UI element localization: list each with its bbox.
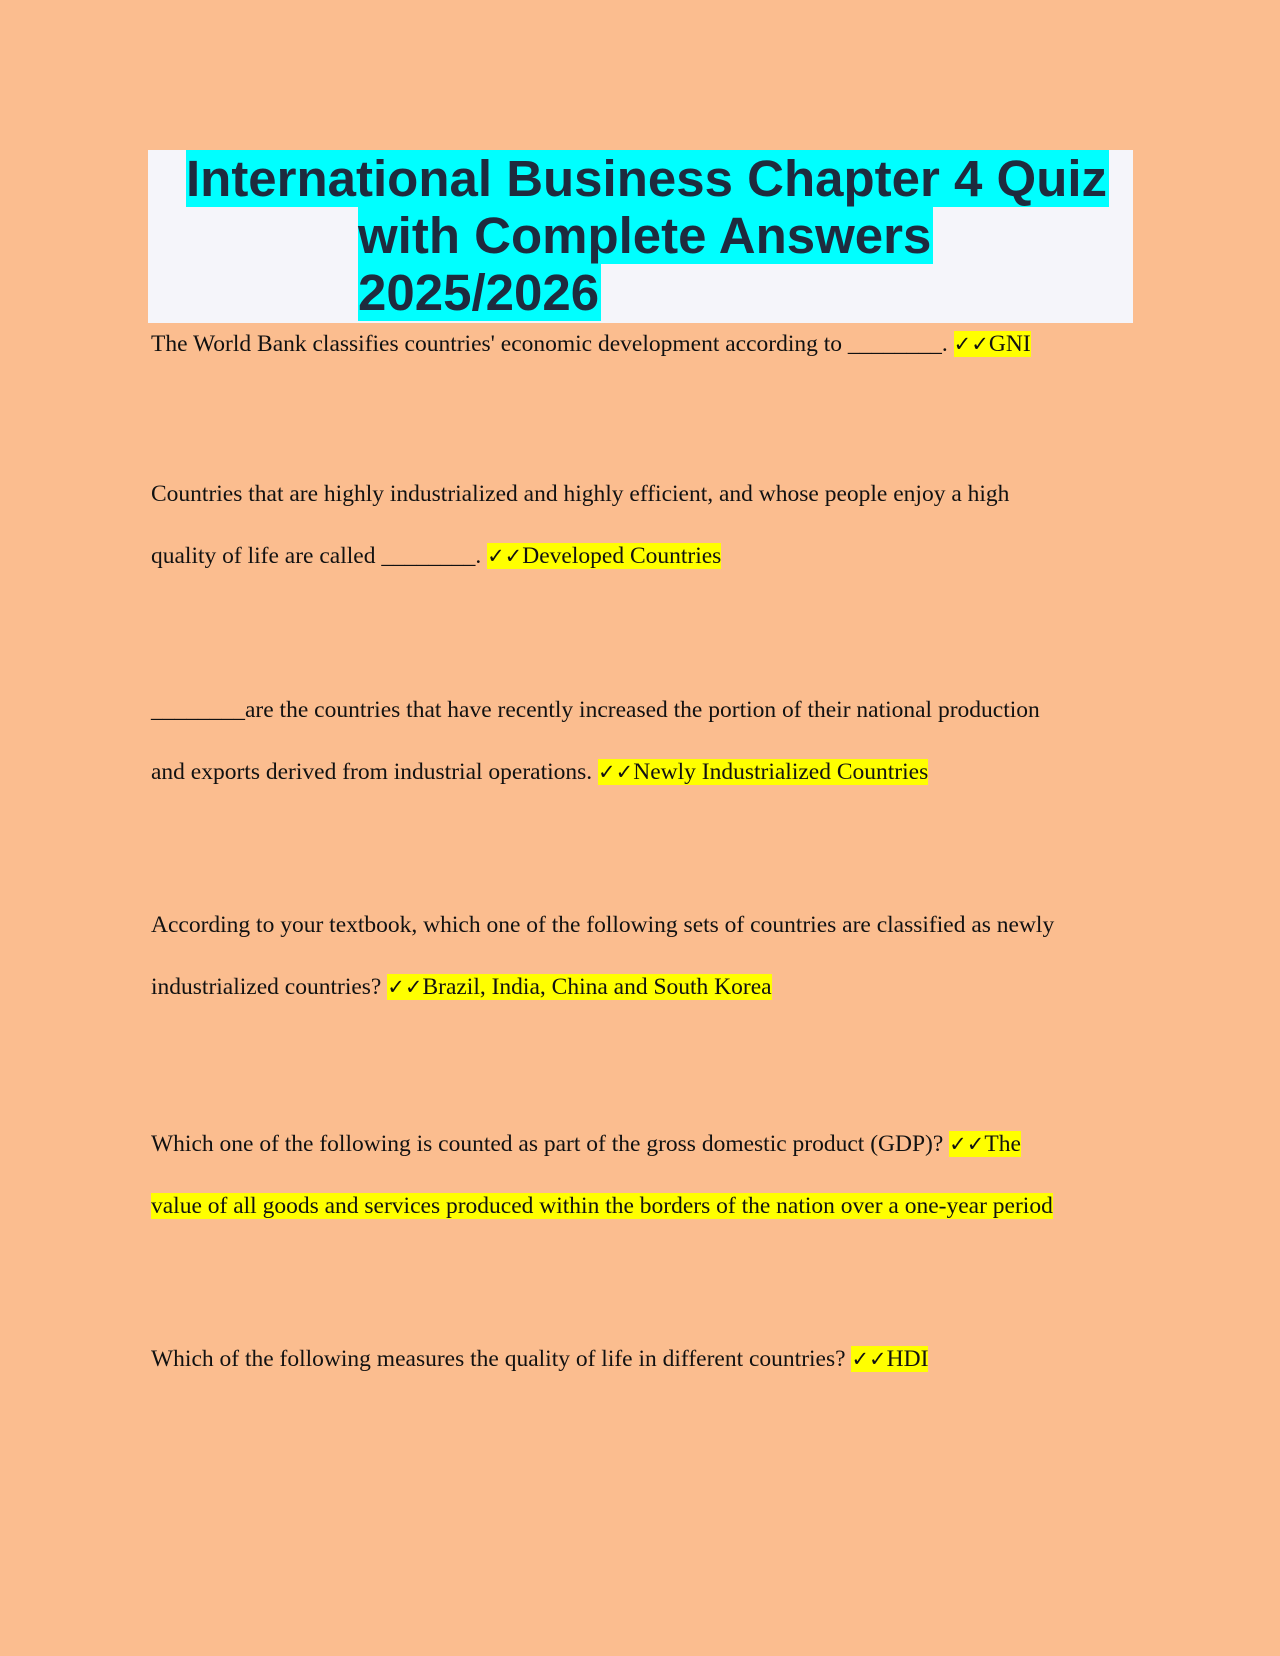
document-title: [186, 150, 1126, 321]
question-3: [151, 679, 1121, 803]
answer-text: The: [984, 1131, 1021, 1157]
question-2: [151, 463, 1121, 587]
answer-text: HDI: [886, 1346, 929, 1372]
check-icon: ✓✓: [598, 760, 634, 784]
question-text: Which one of the following is counted as part of the gross domestic product (GDP)?: [151, 1131, 950, 1157]
check-icon: ✓✓: [953, 332, 989, 356]
answer-highlight: [954, 331, 1031, 357]
question-text: According to your textbook, which one of the following sets of countries are classified as newly: [151, 912, 1055, 938]
question-text: Countries that are highly industrialized and highly efficient, and whose people enjoy a high: [151, 481, 1010, 507]
answer-text: value of all goods and services produced within the borders of the nation over a one-year period: [151, 1193, 1053, 1219]
question-text: and exports derived from industrial operations.: [151, 759, 599, 785]
question-text: ________are the countries that have recently increased the portion of their national production: [151, 697, 1040, 723]
answer-highlight: [851, 1346, 928, 1372]
question-6: [151, 1328, 1121, 1390]
check-icon: ✓✓: [949, 1132, 985, 1156]
question-text: The World Bank classifies countries' economic development according to ________.: [151, 331, 954, 357]
answer-highlight: [387, 974, 771, 1000]
answer-highlight: [598, 759, 928, 785]
check-icon: ✓✓: [387, 975, 423, 999]
answer-highlight: [151, 1193, 1053, 1219]
question-text: industrialized countries?: [151, 974, 388, 1000]
question-text: Which of the following measures the quality of life in different countries?: [151, 1346, 852, 1372]
question-4: [151, 894, 1121, 1018]
title-line-2: with Complete Answers: [358, 207, 932, 264]
question-1: [151, 313, 1121, 375]
check-icon: ✓✓: [851, 1347, 887, 1371]
answer-highlight: [487, 543, 721, 569]
answer-text: GNI: [988, 331, 1031, 357]
answer-text: Brazil, India, China and South Korea: [422, 974, 772, 1000]
answer-text: Developed Countries: [522, 543, 722, 569]
check-icon: ✓✓: [487, 544, 523, 568]
answer-highlight: [949, 1131, 1021, 1157]
question-text: quality of life are called ________.: [151, 543, 488, 569]
answer-text: Newly Industrialized Countries: [633, 759, 929, 785]
title-line-1: International Business Chapter 4 Quiz: [186, 150, 1108, 207]
title-line-3: 2025/2026: [358, 264, 600, 321]
question-5: [151, 1113, 1121, 1237]
